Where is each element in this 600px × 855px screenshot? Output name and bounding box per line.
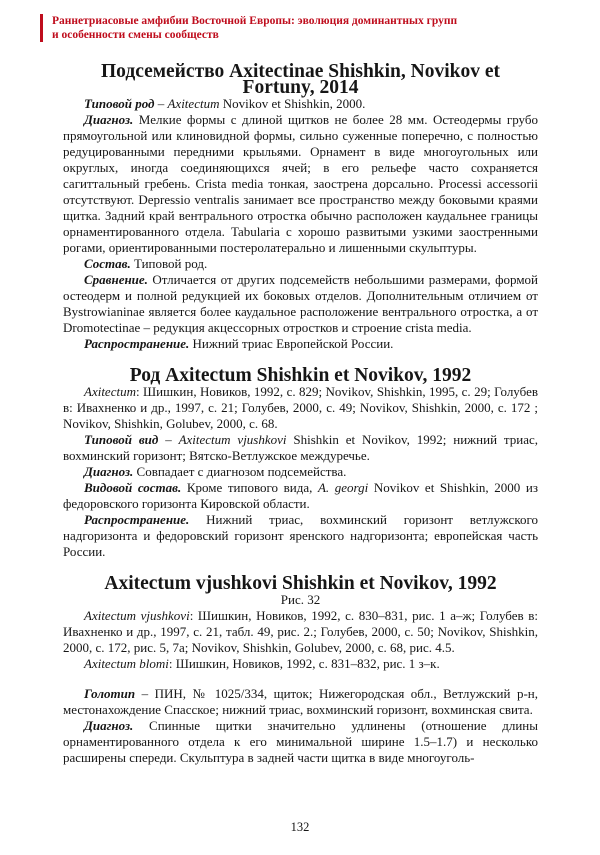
text-segment: Диагноз. [84, 112, 134, 127]
header-text [43, 14, 457, 42]
text-segment: Axitectum vjushkovi [178, 432, 287, 447]
text-segment: Типовой род. [130, 256, 208, 271]
text-segment: Диагноз. [84, 718, 134, 733]
text-segment: Диагноз. [84, 464, 134, 479]
text-segment: Рис. 32 [280, 592, 321, 607]
text-segment: Род Axitectum Shishkin et Novikov, 1992 [129, 365, 472, 386]
text-segment: Кроме типового вида, [181, 480, 318, 495]
type-genus-paragraph [63, 96, 538, 112]
species-synonymy-paragraph-1 [63, 608, 538, 656]
text-segment: – ПИН, № 1025/334, щиток; Нижегородская обл., Ветлужский р-н, местонахождение Спасское; нижний триас, вохминский горизонт, вохминская свита. [63, 686, 538, 717]
text-segment: Novikov et Shishkin, 2000. [219, 96, 366, 111]
text-segment: Novikov et Shishkin, 2000 из федоровского горизонта Кировской области. [63, 480, 538, 511]
text-segment: – [154, 96, 168, 111]
text-segment: Axitectum blomi [84, 656, 169, 671]
text-segment: Axitectum [167, 96, 220, 111]
species-composition-paragraph [63, 480, 538, 512]
header-line-1: Раннетриасовые амфибии Восточной Европы: эволюция доминантных групп [52, 15, 458, 27]
text-segment: Сравнение. [84, 272, 148, 287]
species-synonymy-paragraph-2 [63, 656, 538, 672]
text-segment: Распространение. [84, 512, 190, 527]
text-segment: Axitectum [84, 384, 136, 399]
text-segment: Распространение. [84, 336, 190, 351]
text-segment: Axitectum vjushkovi [84, 608, 190, 623]
genus-diagnosis-paragraph [63, 464, 538, 480]
text-segment: A. georgi [317, 480, 369, 495]
running-header [40, 14, 538, 42]
holotype-paragraph [63, 686, 538, 718]
text-segment: Нижний триас Европейской России. [189, 336, 394, 351]
header-line-2: и особенности смены сообществ [52, 29, 219, 41]
species-heading [63, 573, 538, 594]
text-segment: Видовой состав. [84, 480, 182, 495]
text-segment: Типовой вид [84, 432, 159, 447]
text-segment: Голотип [84, 686, 136, 701]
text-segment: Shishkin et Novikov, 1992; нижний триас, вохминский горизонт; Вятско-Ветлужское междуречье. [63, 432, 538, 463]
text-segment: Подсемейство Axitectinae Shishkin, Novikov et Fortuny, 2014 [100, 61, 501, 98]
figure-reference [63, 592, 538, 608]
text-segment: Axitectum vjushkovi Shishkin et Novikov, 1992 [104, 573, 497, 594]
text-segment: Мелкие формы с длиной щитков не более 28 мм. Остеодермы грубо прямоугольной или клиновидной формы, сильно суженные поперечно, с полностью редуцированными передними крыльями. Орнамент в виде многоугольных или округлых, иногда соединяющихся ячей; в его рельефе часто сохраняется сагиттальный гребень. Crista media тонкая, заострена дорсально. Processi accessorii отсутствуют. Depressio ventralis занимает все пространство между боковыми краями щитка. Задний край вентрального отростка обычно расположен каудальнее границы орнаментированного отдела. Tabularia с хорошо развитыми узкими заостренными рогами, ориентированными постеролатерально и лишенными скульптуры. [63, 112, 538, 255]
composition-paragraph [63, 256, 538, 272]
comparison-paragraph [63, 272, 538, 336]
text-segment: Спинные щитки значительно удлинены (отношение длины орнаментированного отдела к его минимальной ширине 1.5–1.7) и несколько расширены спереди. Скульптура в задней части щитка в виде многоуголь- [63, 718, 538, 765]
text-segment: : Шишкин, Новиков, 1992, с. 831–832, рис. 1 з–к. [168, 656, 440, 671]
page-footer [0, 819, 600, 835]
genus-heading [63, 365, 538, 386]
text-segment: – [158, 432, 179, 447]
diagnosis-paragraph [63, 112, 538, 256]
text-segment: Отличается от других подсемейств небольшими размерами, формой остеодерм и полной редукцией их боковых отделов. Дополнительным отличием от Bystrowianinae является более каудальное расположение вентрального отростка, а от Dromotectinae – редукция акцессорных отростков и строение crista media. [63, 272, 538, 335]
species-diagnosis-paragraph [63, 718, 538, 766]
page-number: 132 [290, 820, 310, 834]
text-segment: : Шишкин, Новиков, 1992, с. 829; Novikov, Shishkin, 1995, с. 29; Голубев в: Ивахненко и др., 1997, с. 21; Голубев, 2000, с. 49; Novikov, Shishkin, 2000, с. 172 ; Novikov, Shishkin, Golubev, 2000, с. 68. [63, 384, 538, 431]
text-segment: Состав. [84, 256, 131, 271]
distribution-paragraph [63, 336, 538, 352]
text-segment: Нижний триас, вохминский горизонт ветлужского надгоризонта и федоровский горизонт яренского надгоризонта; европейская часть России. [63, 512, 538, 559]
genus-distribution-paragraph [63, 512, 538, 560]
text-segment: Совпадает с диагнозом подсемейства. [133, 464, 347, 479]
page-content [63, 61, 538, 766]
genus-synonymy-paragraph [63, 384, 538, 432]
text-segment: : Шишкин, Новиков, 1992, с. 830–831, рис. 1 а–ж; Голубев в: Ивахненко и др., 1997, с. 21, табл. 49, рис. 2.; Голубев, 2000, с. 50; Novikov, Shishkin, 2000, с. 172, рис. 5, 7а; Novikov, Shishkin, Golubev, 2000, с. 68, рис. 4.5. [63, 608, 538, 655]
text-segment: Типовой род [84, 96, 155, 111]
subfamily-heading [63, 61, 538, 98]
type-species-paragraph [63, 432, 538, 464]
